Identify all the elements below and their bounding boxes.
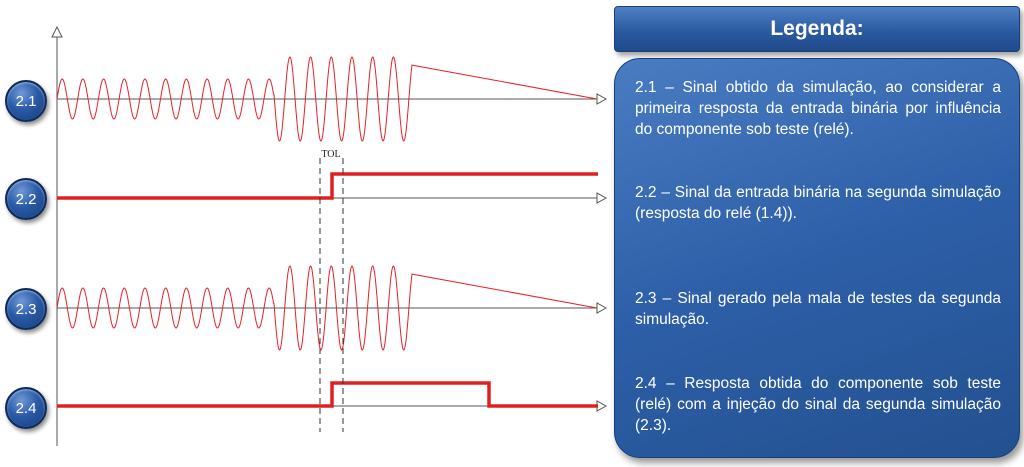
signal-2-4-pulse <box>57 383 598 406</box>
legend-item-2-3: 2.3 – Sinal gerado pela mala de testes da segunda simulação. <box>635 290 1001 328</box>
legend-item-2-4: 2.4 – Resposta obtida do componente sob teste (relé) com a injeção do sinal da segunda simulação (2.3). <box>635 375 1001 434</box>
tol-label: TOL <box>321 149 341 160</box>
signal-2-2-step <box>57 174 598 198</box>
badge-2-4: 2.4 <box>5 387 47 429</box>
badge-2-2: 2.2 <box>5 178 47 220</box>
legend-header <box>614 6 1020 52</box>
legend-item-2-1: 2.1 – Sinal obtido da simulação, ao considerar a primeira resposta da entrada binária por influência do componente sob teste (relé). <box>635 79 1001 138</box>
legend-item-2-2: 2.2 – Sinal da entrada binária na segunda simulação (resposta do relé (1.4)). <box>635 184 1001 222</box>
legend-panel <box>614 58 1020 458</box>
vertical-axis-arrow <box>52 27 62 37</box>
badge-2-1: 2.1 <box>5 80 47 122</box>
legend-title: Legenda: <box>770 17 864 40</box>
badge-2-3: 2.3 <box>5 288 47 330</box>
